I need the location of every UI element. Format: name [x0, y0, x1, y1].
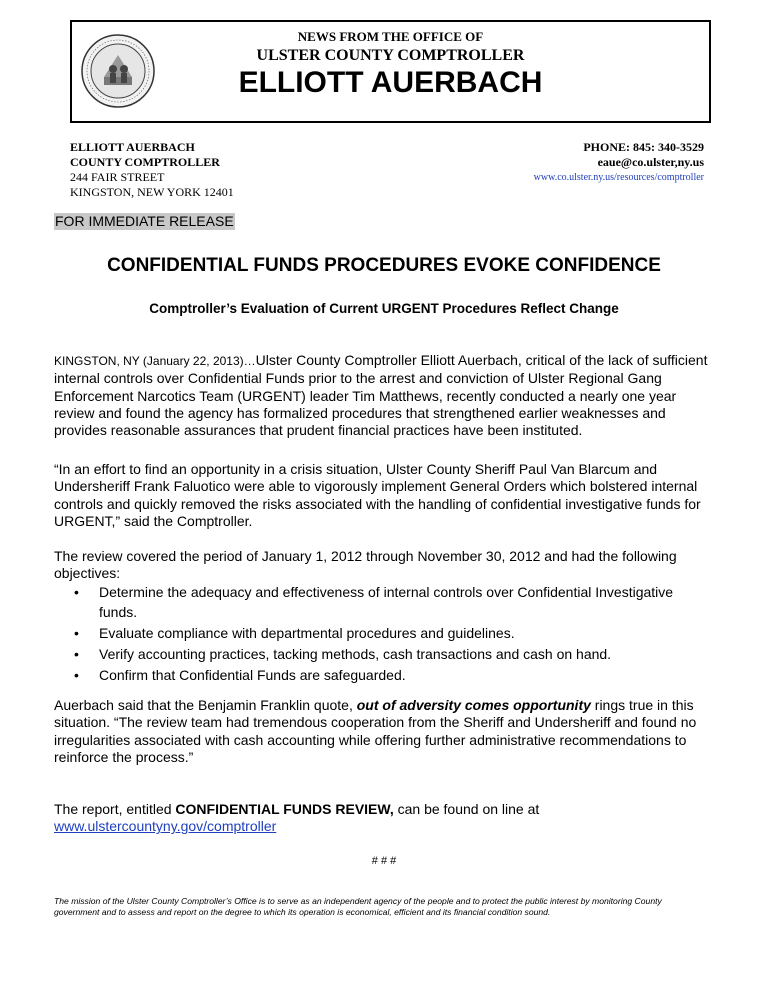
- subheadline: Comptroller’s Evaluation of Current URGENT Procedures Reflect Change: [149, 301, 619, 316]
- bullet-dot: •: [74, 625, 79, 641]
- franklin-pre: Auerbach said that the Benjamin Franklin quote,: [54, 697, 357, 713]
- contact-right-block: [534, 140, 704, 185]
- franklin-quote: out of adversity comes opportunity: [356, 697, 591, 713]
- bullet-dot: •: [74, 584, 79, 600]
- paragraph-franklin: [54, 697, 714, 766]
- bullet-dot: •: [74, 667, 79, 683]
- office-line: ULSTER COUNTY COMPTROLLER: [256, 47, 525, 64]
- report-post: can be found on line at: [393, 801, 540, 817]
- list-item-text: Verify accounting practices, tacking methods, cash transactions and cash on hand.: [99, 646, 612, 662]
- end-mark: # # #: [371, 855, 397, 867]
- bullet-dot: •: [74, 646, 79, 662]
- dateline: KINGSTON, NY (January 22, 2013)…: [54, 354, 256, 368]
- report-pre: The report, entitled: [54, 801, 176, 817]
- news-line: NEWS FROM THE OFFICE OF: [297, 29, 484, 44]
- contact-city: KINGSTON, NEW YORK 12401: [70, 185, 234, 199]
- paragraph-objectives: The review covered the period of January 1, 2012 through November 30, 2012 and had the following objectives:: [54, 548, 677, 582]
- contact-street: 244 FAIR STREET: [70, 170, 165, 184]
- paragraph-quote: “In an effort to find an opportunity in a crisis situation, Ulster County Sheriff Paul Van Blarcum and Undersheriff Frank Faluotico were able to vigorously implement General Orders which bolstered internal controls and quickly removed the risks associated with the handling of confidential investigative funds for URGENT,” said the Comptroller.: [54, 461, 701, 529]
- list-item-text: Confirm that Confidential Funds are safeguarded.: [99, 667, 406, 683]
- contact-left-block: [70, 140, 234, 200]
- list-item-text: Evaluate compliance with departmental procedures and guidelines.: [99, 625, 515, 641]
- list-item: [54, 624, 714, 643]
- list-item: [54, 645, 714, 664]
- contact-title: COUNTY COMPTROLLER: [70, 155, 220, 169]
- paragraph-intro-text: Ulster County Comptroller Elliott Auerbach, critical of the lack of sufficient internal controls over Confidential Funds prior to the arrest and conviction of Ulster Regional Gang Enforcement Narcotics Team (URGENT) leader Tim Matthews, recently conducted a nearly one year review and found the agency has formalized procedures that strengthened earlier weaknesses and provides reasonable assurances that prudent financial practices have been instituted.: [54, 352, 708, 439]
- franklin-post: rings true in this situation. “The review team had tremendous cooperation from the Sheriff and Undersheriff and found no irregularities associated with cash accounting while offering further administrative recommendations to reinforce the process.”: [54, 697, 697, 765]
- contact-name: ELLIOTT AUERBACH: [70, 140, 195, 154]
- paragraph-intro: [54, 352, 714, 439]
- list-item: [54, 666, 714, 685]
- list-item-text: Determine the adequacy and effectiveness of internal controls over Confidential Investigative funds.: [99, 584, 674, 620]
- contact-email: eaue@co.ulster,ny.us: [597, 155, 704, 169]
- contact-phone: PHONE: 845: 340-3529: [583, 140, 704, 154]
- comptroller-name-heading: ELLIOTT AUERBACH: [238, 66, 543, 99]
- contact-website-link[interactable]: www.co.ulster.ny.us/resources/comptroller: [533, 172, 704, 183]
- release-label: FOR IMMEDIATE RELEASE: [55, 213, 234, 229]
- objectives-list: [54, 583, 714, 687]
- mission-statement: The mission of the Ulster County Comptroller’s Office is to serve as an independent agency of the people and to protect the public interest by monitoring County government and to assess and report on the degree to which its operation is economical, efficient and its financial condition sound.: [54, 896, 662, 917]
- report-title: CONFIDENTIAL FUNDS REVIEW,: [175, 801, 394, 817]
- headline: CONFIDENTIAL FUNDS PROCEDURES EVOKE CONFIDENCE: [107, 255, 661, 276]
- report-link[interactable]: www.ulstercountyny.gov/comptroller: [54, 818, 277, 835]
- paragraph-report: [54, 801, 714, 836]
- list-item: [54, 583, 714, 622]
